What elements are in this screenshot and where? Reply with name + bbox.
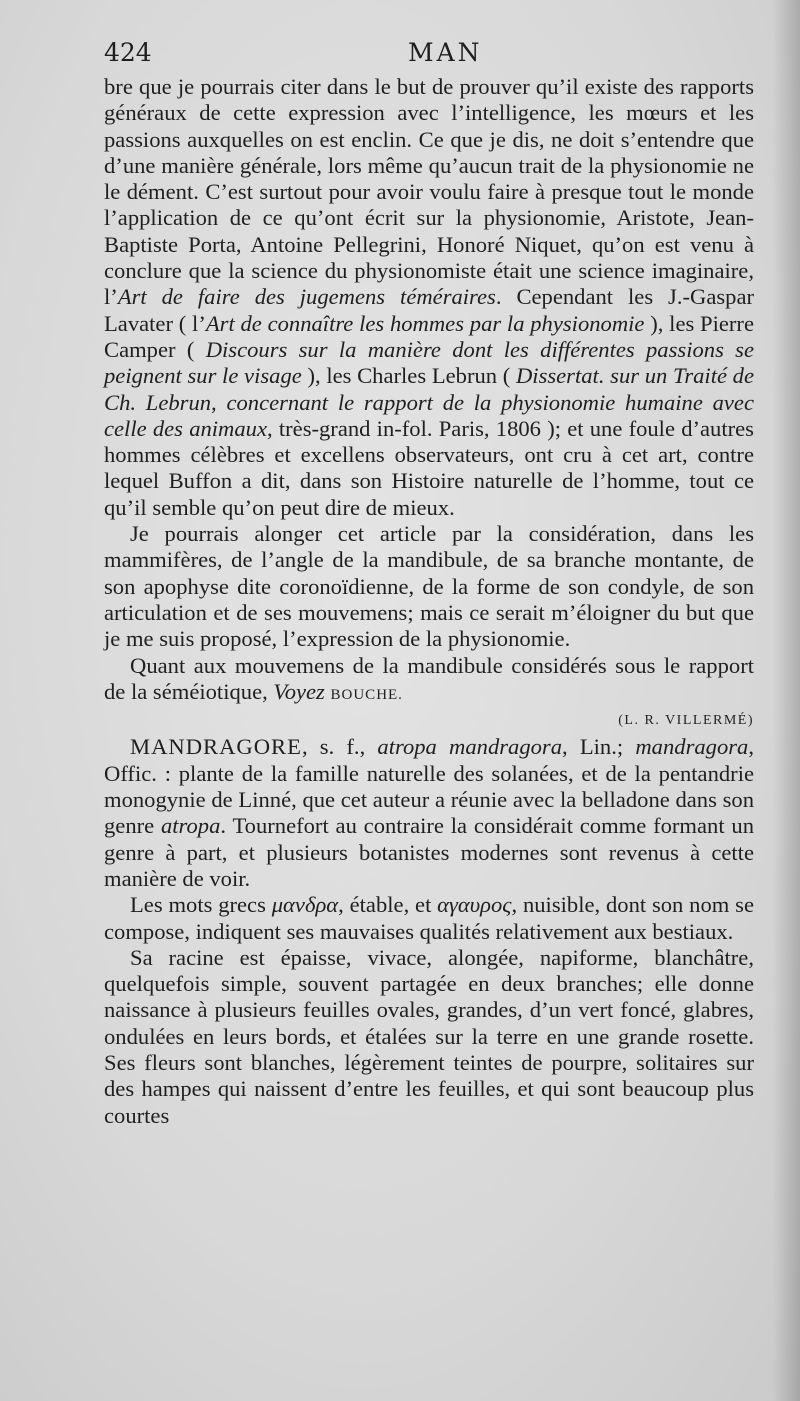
italic-title: Art de faire des jugemens téméraires	[117, 284, 496, 310]
text-run: , Lin.;	[562, 734, 636, 760]
page-number: 424	[104, 38, 152, 67]
body-text	[104, 74, 754, 1129]
page-header	[104, 38, 754, 72]
paragraph-semeiotique	[104, 653, 754, 709]
text-run: Les mots grecs	[130, 892, 272, 918]
greek-word: μανδρα	[271, 892, 339, 918]
running-head: MAN	[408, 38, 483, 67]
text-run: , nuisible, dont son nom se compose, indiquent ses mauvaises qualités relativement aux bestiaux.	[104, 892, 754, 944]
italic-latin: mandragora	[635, 734, 749, 760]
paragraph-racine: Sa racine est épaisse, vivace, alongée, napiforme, blanchâtre, quelquefois simple, souvent partagée en deux branches; elle donne naissance à plusieurs feuilles ovales, grandes, d’un vert foncé, glabres, ondulées en leurs bords, et étalées sur la terre en une grande rosette. Ses fleurs sont blanches, légèrement teintes de pourpre, solitaires sur des hampes qui naissent d’entre les feuilles, et qui sont beaucoup plus courtes	[104, 944, 754, 1128]
text-run: Quant aux mouvemens de la mandibule considérés sous le rapport de la séméiotique,	[104, 652, 754, 704]
greek-word: αγαυρος	[437, 892, 512, 918]
paragraph-mandragore-entry	[104, 734, 754, 892]
italic-title: Art de connaître les hommes par la physionomie	[205, 310, 645, 336]
paragraph-physionomie-continued	[104, 74, 754, 521]
italic-title: Dissertat. sur un Traité de Ch. Lebrun, concernant le rapport de la physionomie humaine avec celle des animaux	[104, 363, 755, 441]
text-run: , étable, et	[338, 892, 438, 918]
page-edge-shadow	[772, 0, 800, 1401]
author-signature: (L. R. VILLERMÉ)	[618, 713, 754, 729]
paragraph-mandibule: Je pourrais alonger cet article par la considération, dans les mammifères, de l’angle de la mandibule, de sa branche montante, de son apophyse dite coronoïdienne, de la forme de son condyle, de son articulation et de ses mouvemens; mais ce serait m’éloigner du but que je me suis proposé, l’expression de la physionomie.	[104, 521, 754, 652]
text-run: bre que je pourrais citer dans le but de prouver qu’il existe des rapports généraux de cette expression avec l’intelligence, les mœurs et les passions auxquelles on est enclin. Ce que je dis, ne doit s’entendre que d’une manière générale, lors même qu’aucun trait de la physionomie ne le dément. C’est surtout pour avoir voulu faire à presque tout le monde l’application de ce qu’ont écrit sur la physionomie, Aristote, Jean-Baptiste Porta, Antoine Pellegrini, Honoré Niquet, qu’on est venu à conclure que la science du physionomiste était une science imaginaire, l’	[104, 74, 754, 310]
entry-headword: MANDRAGORE	[130, 734, 302, 760]
text-run: . Cependant les J.-Gaspar Lavater ( l’	[104, 284, 755, 336]
cross-reference: BOUCHE.	[330, 686, 403, 703]
text-run: , Offic. : plante de la famille naturelle des solanées, et de la pentandrie monogynie de Linné, que cet auteur a réunie avec la belladone dans son genre	[104, 734, 754, 839]
text-run: , s. f.,	[301, 734, 378, 760]
text-run: . Tournefort au contraire la considérait comme formant un genre à part, et plusieurs botanistes modernes sont revenus à cette manière de voir.	[104, 813, 754, 891]
text-run: , très-grand in-fol. Paris, 1806 ); et une foule d’autres hommes célèbres et excellens observateurs, ont cru à cet art, contre lequel Buffon a dit, dans son Histoire naturelle de l’homme, tout ce qu’il semble qu’on peut dire de mieux.	[104, 415, 754, 520]
italic-voyez: Voyez	[273, 678, 325, 704]
italic-title: Discours sur la manière dont les différentes passions se peignent sur le visage	[104, 336, 755, 389]
italic-latin: atropa mandragora	[377, 734, 563, 760]
text-run: ), les Pierre Camper (	[104, 310, 754, 362]
paragraph-etymology	[104, 892, 754, 945]
italic-latin: atropa	[160, 813, 221, 839]
text-run: ), les Charles Lebrun (	[301, 363, 516, 389]
